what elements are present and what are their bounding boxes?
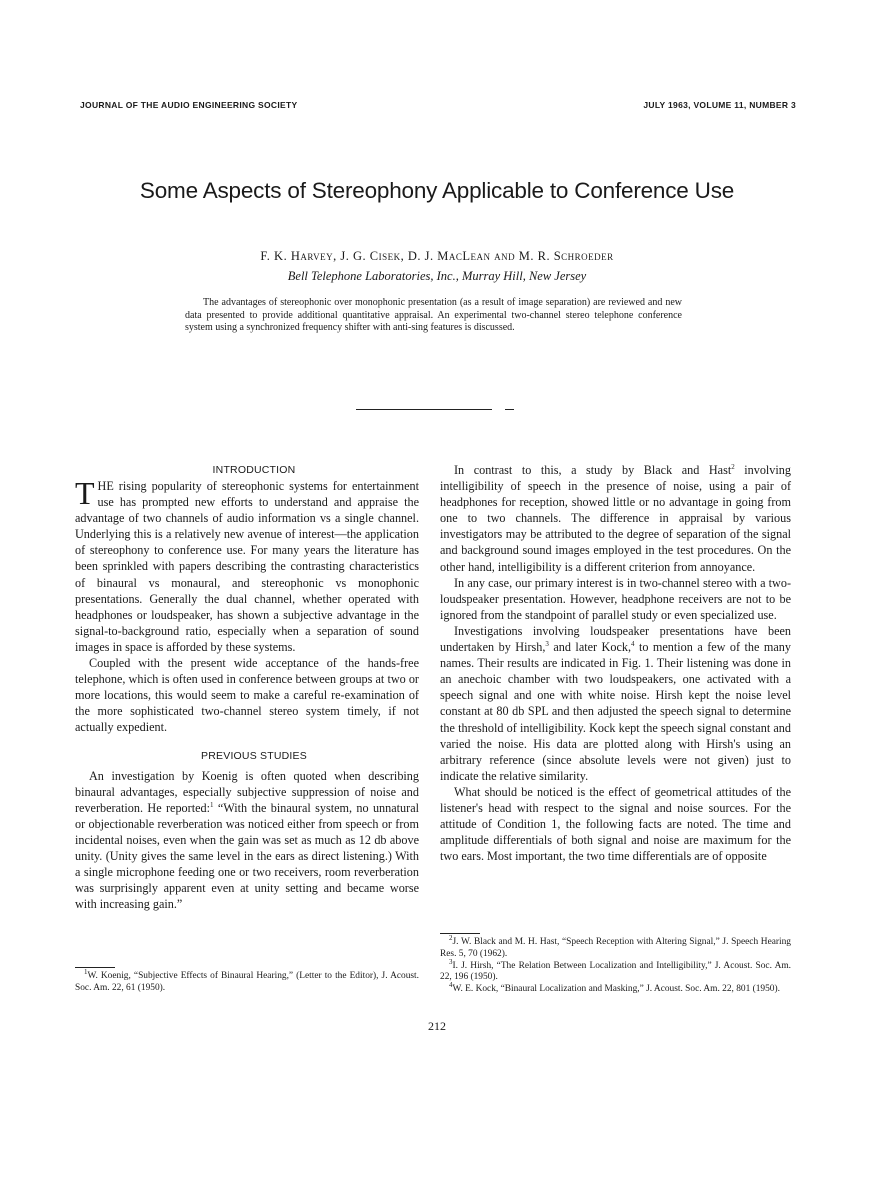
footnote-4 (440, 981, 791, 996)
footnote-rule-right (440, 933, 480, 934)
footnote-3-text: I. J. Hirsh, “The Relation Between Localization and Intelligibility,” J. Acoust. Soc. Am. 22, 196 (1950). (440, 960, 791, 983)
right-paragraph-3-text-b: and later Kock, (548, 640, 631, 655)
right-paragraph-1 (440, 462, 791, 575)
footnotes-left (75, 967, 419, 995)
footnote-rule (75, 967, 115, 968)
right-paragraph-3-text-a: Investigations involving loudspeaker presentations have been undertaken by Hirsh, (440, 623, 791, 655)
abstract (185, 297, 682, 335)
footnote-4-text: W. E. Kock, “Binaural Localization and Masking,” J. Acoust. Soc. Am. 22, 801 (1950). (452, 984, 780, 995)
footnote-2 (440, 933, 791, 961)
footnote-3-number: 3 (449, 957, 453, 966)
drop-cap: T (75, 475, 95, 511)
intro-paragraph-1-text: HE rising popularity of stereophonic systems for entertainment use has prompted new efforts to understand and appraise the advantage of two channels of audio information vs a single channel. Underlying this is a relatively new avenue of interest—the application of stereophony to conference use. For many years the literature has been sprinkled with papers describing the contrasting characteristics of binaural vs monaural, and stereophonic vs monophonic presentations. Generally the dual channel, whether operated with headphones or loudspeaker, has shown a subjective advantage in the signal-to-background ratio, especially when a separation of sound images in space is afforded by these systems. (75, 479, 419, 654)
footnote-4-number: 4 (449, 981, 453, 990)
footnote-ref-1[interactable]: 1 (209, 800, 214, 809)
section-divider-rule (356, 409, 492, 410)
footnote-3 (440, 957, 791, 985)
right-paragraph-3-text-c: to mention a few of the many names. Their results are indicated in Fig. 1. Their listening was done in an anechoic chamber with two loudspeakers, one activated with a speech signal and one with white noise. Hirsh kept the noise level constant at 80 db SPL and then adjusted the speech signal to determine the threshold of intelligibility. Kock kept the speech signal constant and varied the noise. His data are plotted along with Hirsh's using an arbitrary reference (since absolute levels were not given) just to indicate the relative similarity. (440, 640, 791, 783)
running-header-journal: JOURNAL OF THE AUDIO ENGINEERING SOCIETY (80, 100, 298, 110)
footnote-2-number: 2 (449, 933, 453, 942)
section-divider-dash (505, 409, 514, 410)
footnote-ref-2[interactable]: 2 (731, 462, 735, 471)
intro-paragraph-1 (75, 475, 419, 655)
right-column (440, 462, 791, 864)
intro-paragraph-2: Coupled with the present wide acceptance of the hands-free telephone, which is often used in conference between groups at two or more locations, this would seem to make a careful re-examination of the more sophisticated two-channel stereo system timely, if not actually expedient. (75, 656, 419, 735)
footnote-1 (75, 967, 419, 995)
previous-paragraph-1-text-b: “With the binaural system, no unnatural or objectionable reverberation was noticed either from speech or from incidental noises, even when the gain was set as much as 12 db above unity. (Unity gives the same level in the ears as direct listening.) With a single microphone feeding one or two receivers, room reverberation was surprisingly apparent even at unity setting and became worse with increasing gain.” (75, 800, 419, 912)
right-paragraph-4: What should be noticed is the effect of geometrical attitudes of the listener's head with respect to the signal and noise sources. For the attitude of Condition 1, the following facts are noted. The time and amplitude differentials of both signal and noise are maximum for the two ears. Most important, the two time differentials are of opposite (440, 784, 791, 864)
page-number: 212 (428, 1019, 446, 1033)
right-paragraph-3 (440, 623, 791, 784)
heading-introduction: INTRODUCTION (212, 464, 296, 476)
abstract-text: The advantages of stereophonic over monophonic presentation (as a result of image separation) are reviewed and new data presented to provide additional quantitative appraisal. An experimental two-channel stereo telephone conference system using a synchronized frequency shifter with anti-sing features is discussed. (185, 297, 682, 334)
footnote-1-text: W. Koenig, “Subjective Effects of Binaural Hearing,” (Letter to the Editor), J. Acoust. Soc. Am. 22, 61 (1950). (75, 971, 419, 993)
right-paragraph-2: In any case, our primary interest is in two-channel stereo with a two-loudspeaker presentation. However, headphone receivers are not to be ignored from the standpoint of parallel study or even specialized use. (440, 575, 791, 622)
previous-paragraph-1 (75, 768, 419, 913)
author-list: F. K. Harvey, J. G. Cisek, D. J. MacLean and M. R. Schroeder (260, 249, 614, 263)
footnote-2-text: J. W. Black and M. H. Hast, “Speech Reception with Altering Signal,” J. Speech Hearing Res. 5, 70 (1962). (440, 937, 791, 959)
previous-paragraph-1-text-a: An investigation by Koenig is often quoted when describing binaural advantages, especially subjective suppression of noise and reverberation. He reported: (75, 768, 419, 815)
left-column (75, 462, 419, 912)
footnote-1-number: 1 (84, 967, 88, 976)
footnotes-right (440, 933, 791, 996)
running-header-issue: JULY 1963, VOLUME 11, NUMBER 3 (643, 100, 796, 110)
author-affiliation: Bell Telephone Laboratories, Inc., Murray Hill, New Jersey (287, 269, 587, 283)
footnote-ref-4[interactable]: 4 (631, 639, 635, 648)
footnote-ref-3[interactable]: 3 (545, 639, 549, 648)
right-paragraph-1-text-b: involving intelligibility of speech in the presence of noise, using a pair of headphones for reception, showed little or no advantage in going from one to two channels. The difference in appraisal by various investigators may be attributed to the degree of separation of the signal and background sound images employed in the test procedures. On the other hand, intelligibility is a different criterion from annoyance. (440, 463, 791, 574)
right-paragraph-1-text-a: In contrast to this, a study by Black and Hast (454, 463, 732, 477)
heading-previous-studies: PREVIOUS STUDIES (201, 749, 307, 762)
article-title: Some Aspects of Stereophony Applicable to Conference Use (139, 178, 735, 203)
